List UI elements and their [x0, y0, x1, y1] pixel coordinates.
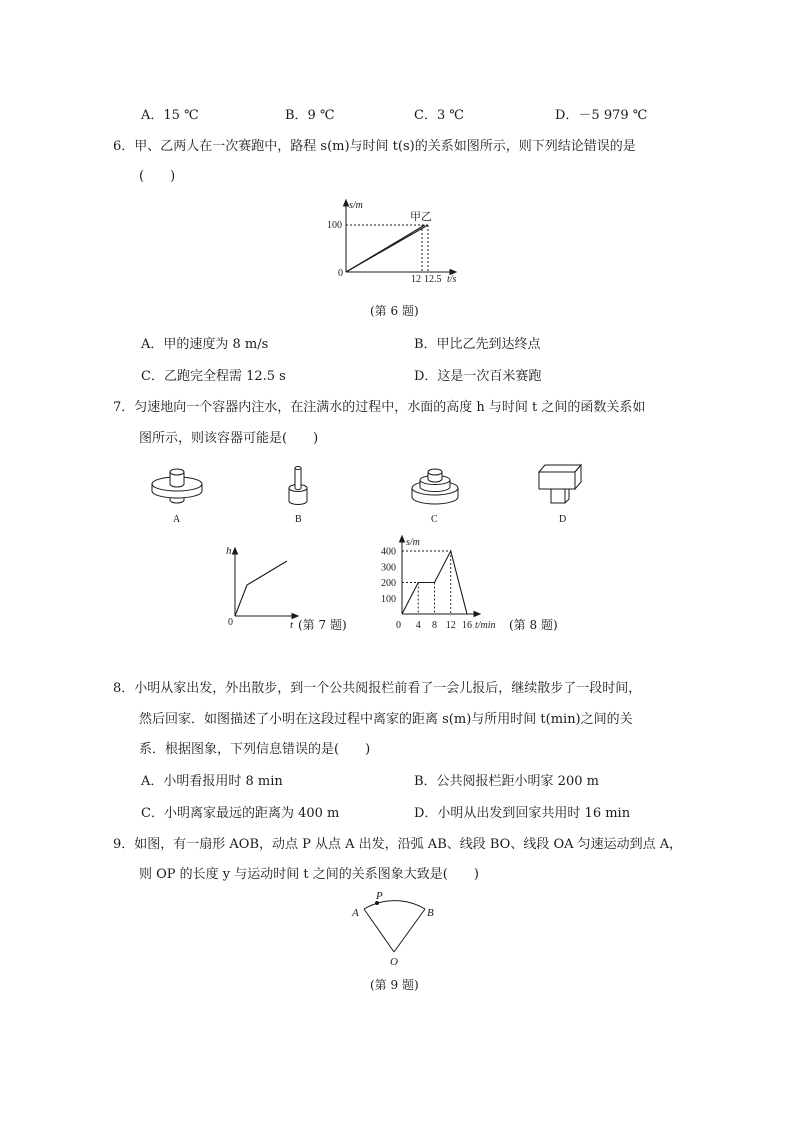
q7-ylabel: h: [226, 545, 232, 557]
q6-series-label-jia: 甲: [410, 211, 421, 223]
q8-option-b: B．公共阅报栏距小明家 200 m: [414, 774, 599, 789]
q8-stem-line2: 然后回家．如图描述了小明在这段过程中离家的距离 s(m)与所用时间 t(min)之间的关: [139, 712, 633, 727]
q8-xtick-8: 8: [432, 620, 437, 631]
q8-option-c: C．小明离家最远的距离为 400 m: [141, 806, 340, 821]
q5-option-c: C．3 ℃: [414, 108, 464, 123]
q8-caption: (第 8 题): [509, 618, 558, 632]
q8-origin: 0: [396, 620, 401, 631]
q7-xlabel: t: [290, 619, 294, 631]
q6-ylabel: s/m: [349, 200, 363, 211]
point-o-label: O: [390, 956, 398, 968]
q6-stem-line2: ( ): [139, 169, 176, 184]
q6-xtick-125: 12.5: [424, 274, 442, 285]
sector-arc-ab: [364, 901, 425, 909]
q8-ytick-200: 200: [381, 578, 396, 589]
sector-segment-bo: [394, 909, 425, 952]
q8-stem-line1: 8．小明从家出发，外出散步，到一个公共阅报栏前看了一会儿报后，继续散步了一段时间，: [113, 681, 642, 696]
q6-xlabel: t/s: [447, 274, 457, 285]
q8-ytick-400: 400: [381, 546, 396, 558]
point-p-label: P: [376, 890, 383, 902]
q8-ytick-300: 300: [381, 562, 396, 574]
q6-option-a: A．甲的速度为 8 m/s: [141, 337, 269, 352]
q8-xtick-4: 4: [415, 620, 421, 631]
q8-xtick-16: 16: [462, 620, 472, 631]
container-d-label: D: [559, 514, 567, 525]
q6-series-label-yi: 乙: [421, 211, 432, 223]
point-b-label: B: [427, 907, 434, 919]
q7-origin: 0: [228, 617, 233, 628]
q8-xtick-12: 12: [445, 620, 456, 631]
q9-stem-line1: 9．如图，有一扇形 AOB，动点 P 从点 A 出发，沿弧 AB、线段 BO、线段 OA 匀速运动到点 A，: [113, 837, 683, 852]
q8-xlabel: t/min: [475, 620, 496, 631]
q6-ytick-100: 100: [327, 220, 342, 231]
container-b-label: B: [295, 514, 302, 525]
q8-stem-line3: 系．根据图象，下列信息错误的是( ): [139, 742, 371, 757]
q7-stem-line2: 图所示，则该容器可能是( ): [139, 431, 319, 446]
q9-caption: (第 9 题): [370, 978, 419, 992]
q6-xtick-12: 12: [411, 274, 421, 285]
q8-ytick-100: 100: [381, 593, 396, 605]
q9-stem-line2: 则 OP 的长度 y 与运动时间 t 之间的关系图象大致是( ): [139, 867, 479, 882]
container-c-label: C: [431, 514, 438, 525]
q5-option-d: D．－5 979 ℃: [555, 108, 648, 123]
q7-stem-line1: 7．匀速地向一个容器内注水，在注满水的过程中，水面的高度 h 与时间 t 之间的函数关系如: [113, 400, 646, 415]
q8-option-d: D．小明从出发到回家共用时 16 min: [414, 806, 631, 821]
point-a-label: A: [352, 907, 359, 919]
q6-option-d: D．这是一次百米赛跑: [414, 369, 542, 384]
container-a-label: A: [173, 514, 181, 525]
q6-origin: 0: [338, 268, 343, 279]
sector-segment-oa: [364, 909, 394, 952]
q5-option-b: B．9 ℃: [285, 108, 335, 123]
q6-caption: (第 6 题): [370, 304, 419, 318]
q6-option-c: C．乙跑完全程需 12.5 s: [141, 369, 286, 384]
q6-option-b: B．甲比乙先到达终点: [414, 337, 541, 352]
q7-caption: (第 7 题): [298, 618, 347, 632]
q5-option-a: A．15 ℃: [141, 108, 199, 123]
q6-stem-line1: 6．甲、乙两人在一次赛跑中，路程 s(m)与时间 t(s)的关系如图所示，则下列结论错误的是: [113, 139, 636, 154]
q8-ylabel: s/m: [406, 537, 420, 548]
q8-option-a: A．小明看报用时 8 min: [141, 774, 283, 789]
